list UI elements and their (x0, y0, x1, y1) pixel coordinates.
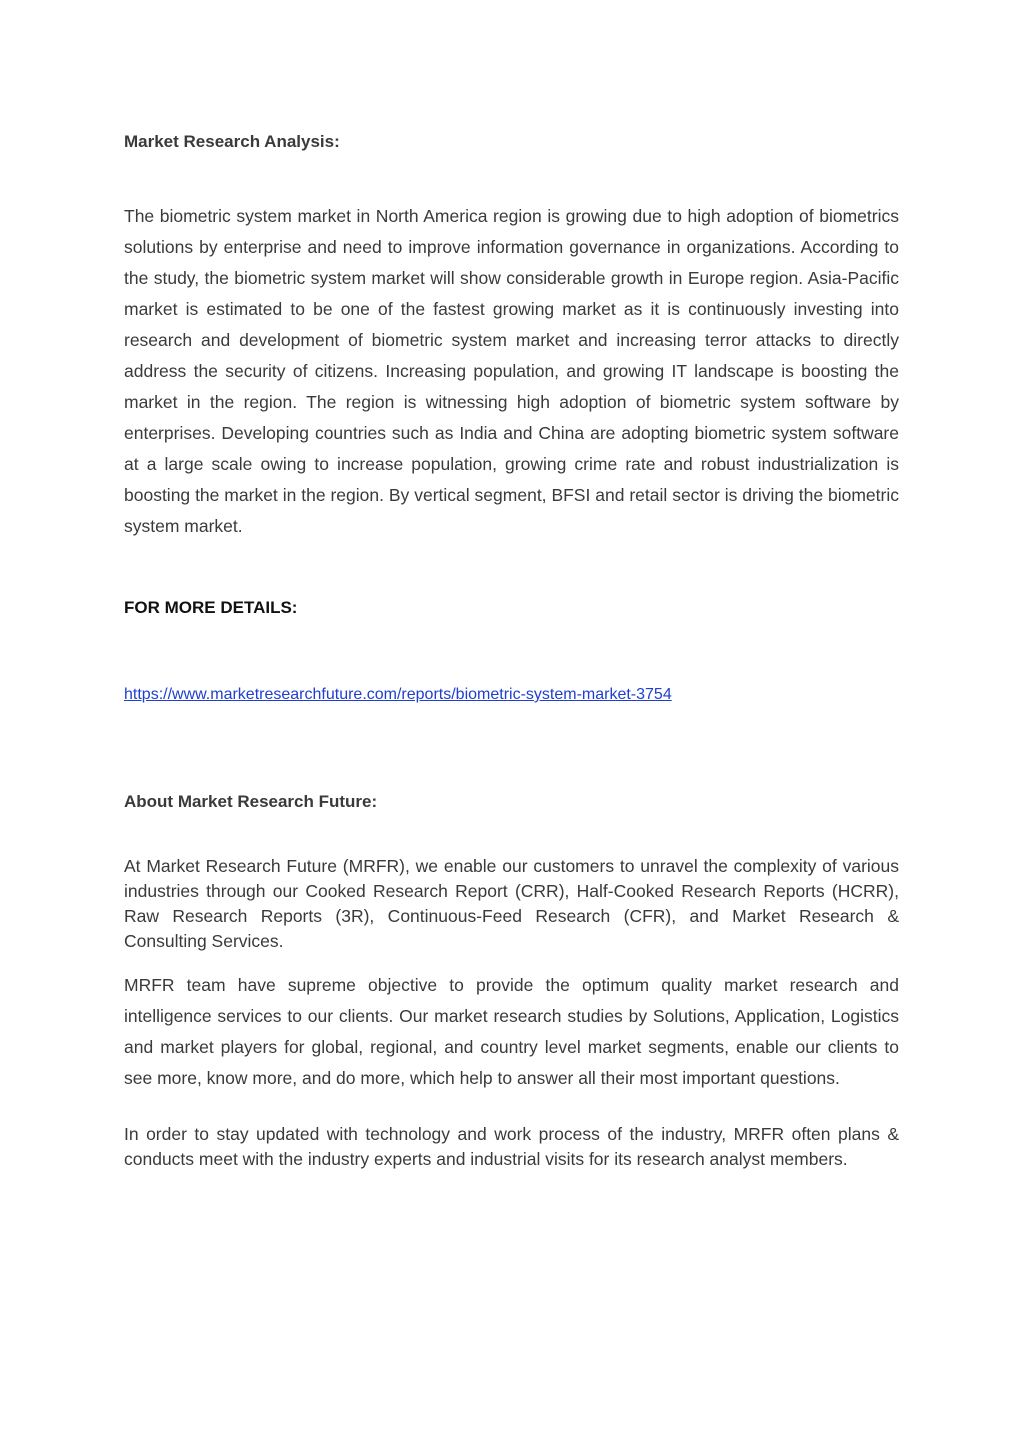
details-heading: FOR MORE DETAILS: (124, 598, 298, 617)
analysis-heading: Market Research Analysis: (124, 132, 340, 151)
about-paragraph-2: MRFR team have supreme objective to provide the optimum quality market research and intelligence services to our clients. Our market research studies by Solutions, Application, Logistics and market players for global, regional, and country level market segments, enable our clients to see more, know more, and do more, which help to answer all their most important questions. (124, 975, 899, 1088)
about-heading: About Market Research Future: (124, 792, 378, 811)
analysis-paragraph: The biometric system market in North America region is growing due to high adoption of biometrics solutions by enterprise and need to improve information governance in organizations. According to the study, the biometric system market will show considerable growth in Europe region. Asia-Pacific market is estimated to be one of the fastest growing market as it is continuously investing into research and development of biometric system market and increasing terror attacks to directly address the security of citizens. Increasing population, and growing IT landscape is boosting the market in the region. The region is witnessing high adoption of biometric system software by enterprises. Developing countries such as India and China are adopting biometric system software at a large scale owing to increase population, growing crime rate and robust industrialization is boosting the market in the region. By vertical segment, BFSI and retail sector is driving the biometric system market. (124, 206, 899, 536)
report-link[interactable]: https://www.marketresearchfuture.com/reports/biometric-system-market-3754 (124, 686, 672, 703)
about-paragraph-3: In order to stay updated with technology and work process of the industry, MRFR often plans & conducts meet with the industry experts and industrial visits for its research analyst members. (124, 1124, 899, 1169)
about-paragraph-1: At Market Research Future (MRFR), we enable our customers to unravel the complexity of various industries through our Cooked Research Report (CRR), Half-Cooked Research Reports (HCRR), Raw Research Reports (3R), Continuous-Feed Research (CFR), and Market Research & Consulting Services. (124, 856, 899, 951)
